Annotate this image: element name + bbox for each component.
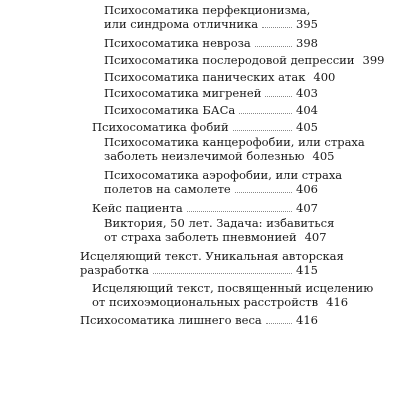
toc-entry <box>104 135 365 163</box>
toc-entry-title: Психосоматика мигреней <box>104 86 262 100</box>
toc-entry-title-line2: заболеть неизлечимой болезнью <box>104 149 305 163</box>
toc-entry-title-line2: или синдрома отличника <box>104 17 259 31</box>
toc-page-number: 395 <box>296 17 318 31</box>
toc-entry <box>104 36 318 50</box>
toc-entry-title-line2: от страха заболеть пневмонией <box>104 230 297 244</box>
toc-entry <box>80 313 318 327</box>
leader-dots <box>239 112 292 114</box>
toc-page-number: 403 <box>296 86 318 100</box>
toc-entry <box>104 70 336 84</box>
toc-entry-title-line1: Психосоматика канцерофобии, или страха <box>104 135 365 149</box>
toc-entry <box>104 168 343 196</box>
leader-dots <box>233 129 292 131</box>
leader-dots <box>255 45 292 47</box>
toc-entry <box>104 3 318 31</box>
toc-entry-title-line1: Психосоматика перфекционизма, <box>104 3 311 17</box>
leader-dots <box>153 272 292 274</box>
toc-entry-title: Психосоматика лишнего веса <box>80 313 262 327</box>
toc-entry <box>104 103 318 117</box>
toc-page-number: 415 <box>296 263 318 277</box>
toc-page-number: 407 <box>304 230 327 244</box>
leader-dots <box>262 26 292 28</box>
toc-entry-title: Психосоматика послеродовой депрессии <box>104 53 355 67</box>
toc-entry <box>104 216 335 244</box>
toc-entry-title-line1: Психосоматика аэрофобии, или страха <box>104 168 343 182</box>
toc-entry-title-line2: от психоэмоциональных расстройств <box>92 295 319 309</box>
toc-page-number: 405 <box>312 149 335 163</box>
leader-dots <box>235 191 292 193</box>
toc-entry-title: Психосоматика БАСа <box>104 103 236 117</box>
toc-entry-title: Психосоматика невроза <box>104 36 251 50</box>
toc-entry-title-line1: Виктория, 50 лет. Задача: избавиться <box>104 216 335 230</box>
toc-entry-title-line2: полетов на самолете <box>104 182 231 196</box>
leader-dots <box>266 322 292 324</box>
toc-entry-title-line2: разработка <box>80 263 149 277</box>
toc-entry-title-line1: Исцеляющий текст, посвященный исцелению <box>92 281 374 295</box>
toc-page-number: 407 <box>296 201 318 215</box>
toc-entry-title: Кейс пациента <box>92 201 183 215</box>
toc-page-number: 416 <box>296 313 318 327</box>
leader-dots <box>265 95 292 97</box>
toc-page-number: 399 <box>362 53 385 67</box>
toc-entry-title: Психосоматика фобий <box>92 120 229 134</box>
toc-entry-title: Психосоматика панических атак <box>104 70 306 84</box>
toc-entry <box>80 249 344 277</box>
toc-page-number: 405 <box>296 120 318 134</box>
toc-page-number: 416 <box>326 295 349 309</box>
toc-page-number: 398 <box>296 36 318 50</box>
toc-page-number: 406 <box>296 182 318 196</box>
leader-dots <box>187 210 292 212</box>
toc-entry <box>104 86 318 100</box>
toc-entry <box>104 53 385 67</box>
toc-page-number: 404 <box>296 103 318 117</box>
toc-entry <box>92 281 374 309</box>
toc-entry-title-line1: Исцеляющий текст. Уникальная авторская <box>80 249 344 263</box>
toc-entry <box>92 120 318 134</box>
toc-page-number: 400 <box>313 70 336 84</box>
toc-entry <box>92 201 318 215</box>
